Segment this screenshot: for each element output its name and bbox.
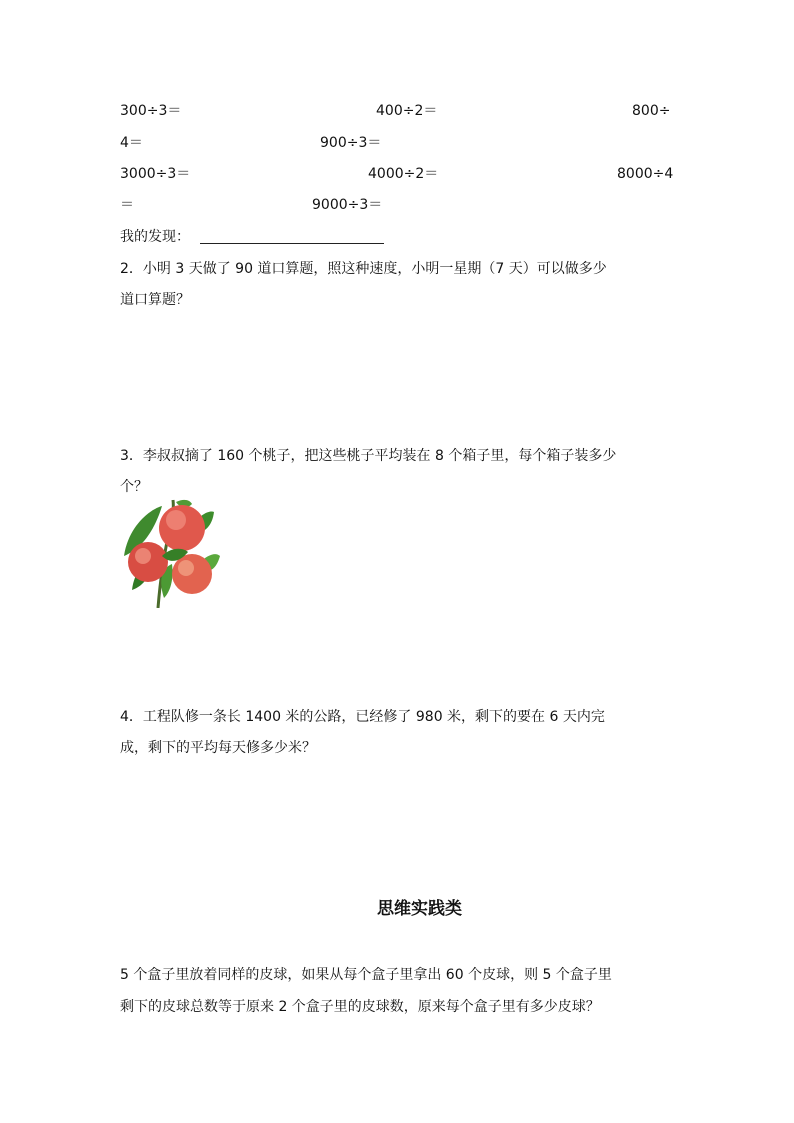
discovery-label: 我的发现：: [120, 229, 190, 245]
q3-line1: 3．李叔叔摘了 160 个桃子，把这些桃子平均装在 8 个箱子里，每个箱子装多少: [120, 448, 617, 464]
q1-row2-b: 900÷3＝: [320, 135, 382, 151]
q1-row3-b: 4000÷2＝: [368, 166, 439, 182]
section-line1: 5 个盒子里放着同样的皮球，如果从每个盒子里拿出 60 个皮球，则 5 个盒子里: [120, 967, 612, 983]
discovery-answer-blank[interactable]: [200, 243, 384, 244]
peach-branch-illustration: [118, 498, 222, 608]
q1-row1-c: 800÷: [632, 103, 671, 119]
q1-row4-b: 9000÷3＝: [312, 197, 383, 213]
section-title: 思维实践类: [377, 899, 462, 919]
q1-row1-b: 400÷2＝: [376, 103, 438, 119]
q4-line2: 成，剩下的平均每天修多少米？: [120, 740, 316, 756]
q1-row3-c: 8000÷4: [617, 166, 674, 182]
q2-line1: 2．小明 3 天做了 90 道口算题，照这种速度，小明一星期（7 天）可以做多少: [120, 261, 607, 277]
q1-row3-a: 3000÷3＝: [120, 166, 191, 182]
q1-row1-a: 300÷3＝: [120, 103, 182, 119]
q3-line2: 个？: [120, 479, 148, 495]
q1-row4-a: ＝: [120, 197, 134, 213]
section-line2: 剩下的皮球总数等于原来 2 个盒子里的皮球数，原来每个盒子里有多少皮球？: [120, 999, 600, 1015]
q4-line1: 4．工程队修一条长 1400 米的公路，已经修了 980 米，剩下的要在 6 天内完: [120, 709, 605, 725]
q1-row2-a: 4＝: [120, 135, 143, 151]
q2-line2: 道口算题？: [120, 292, 190, 308]
